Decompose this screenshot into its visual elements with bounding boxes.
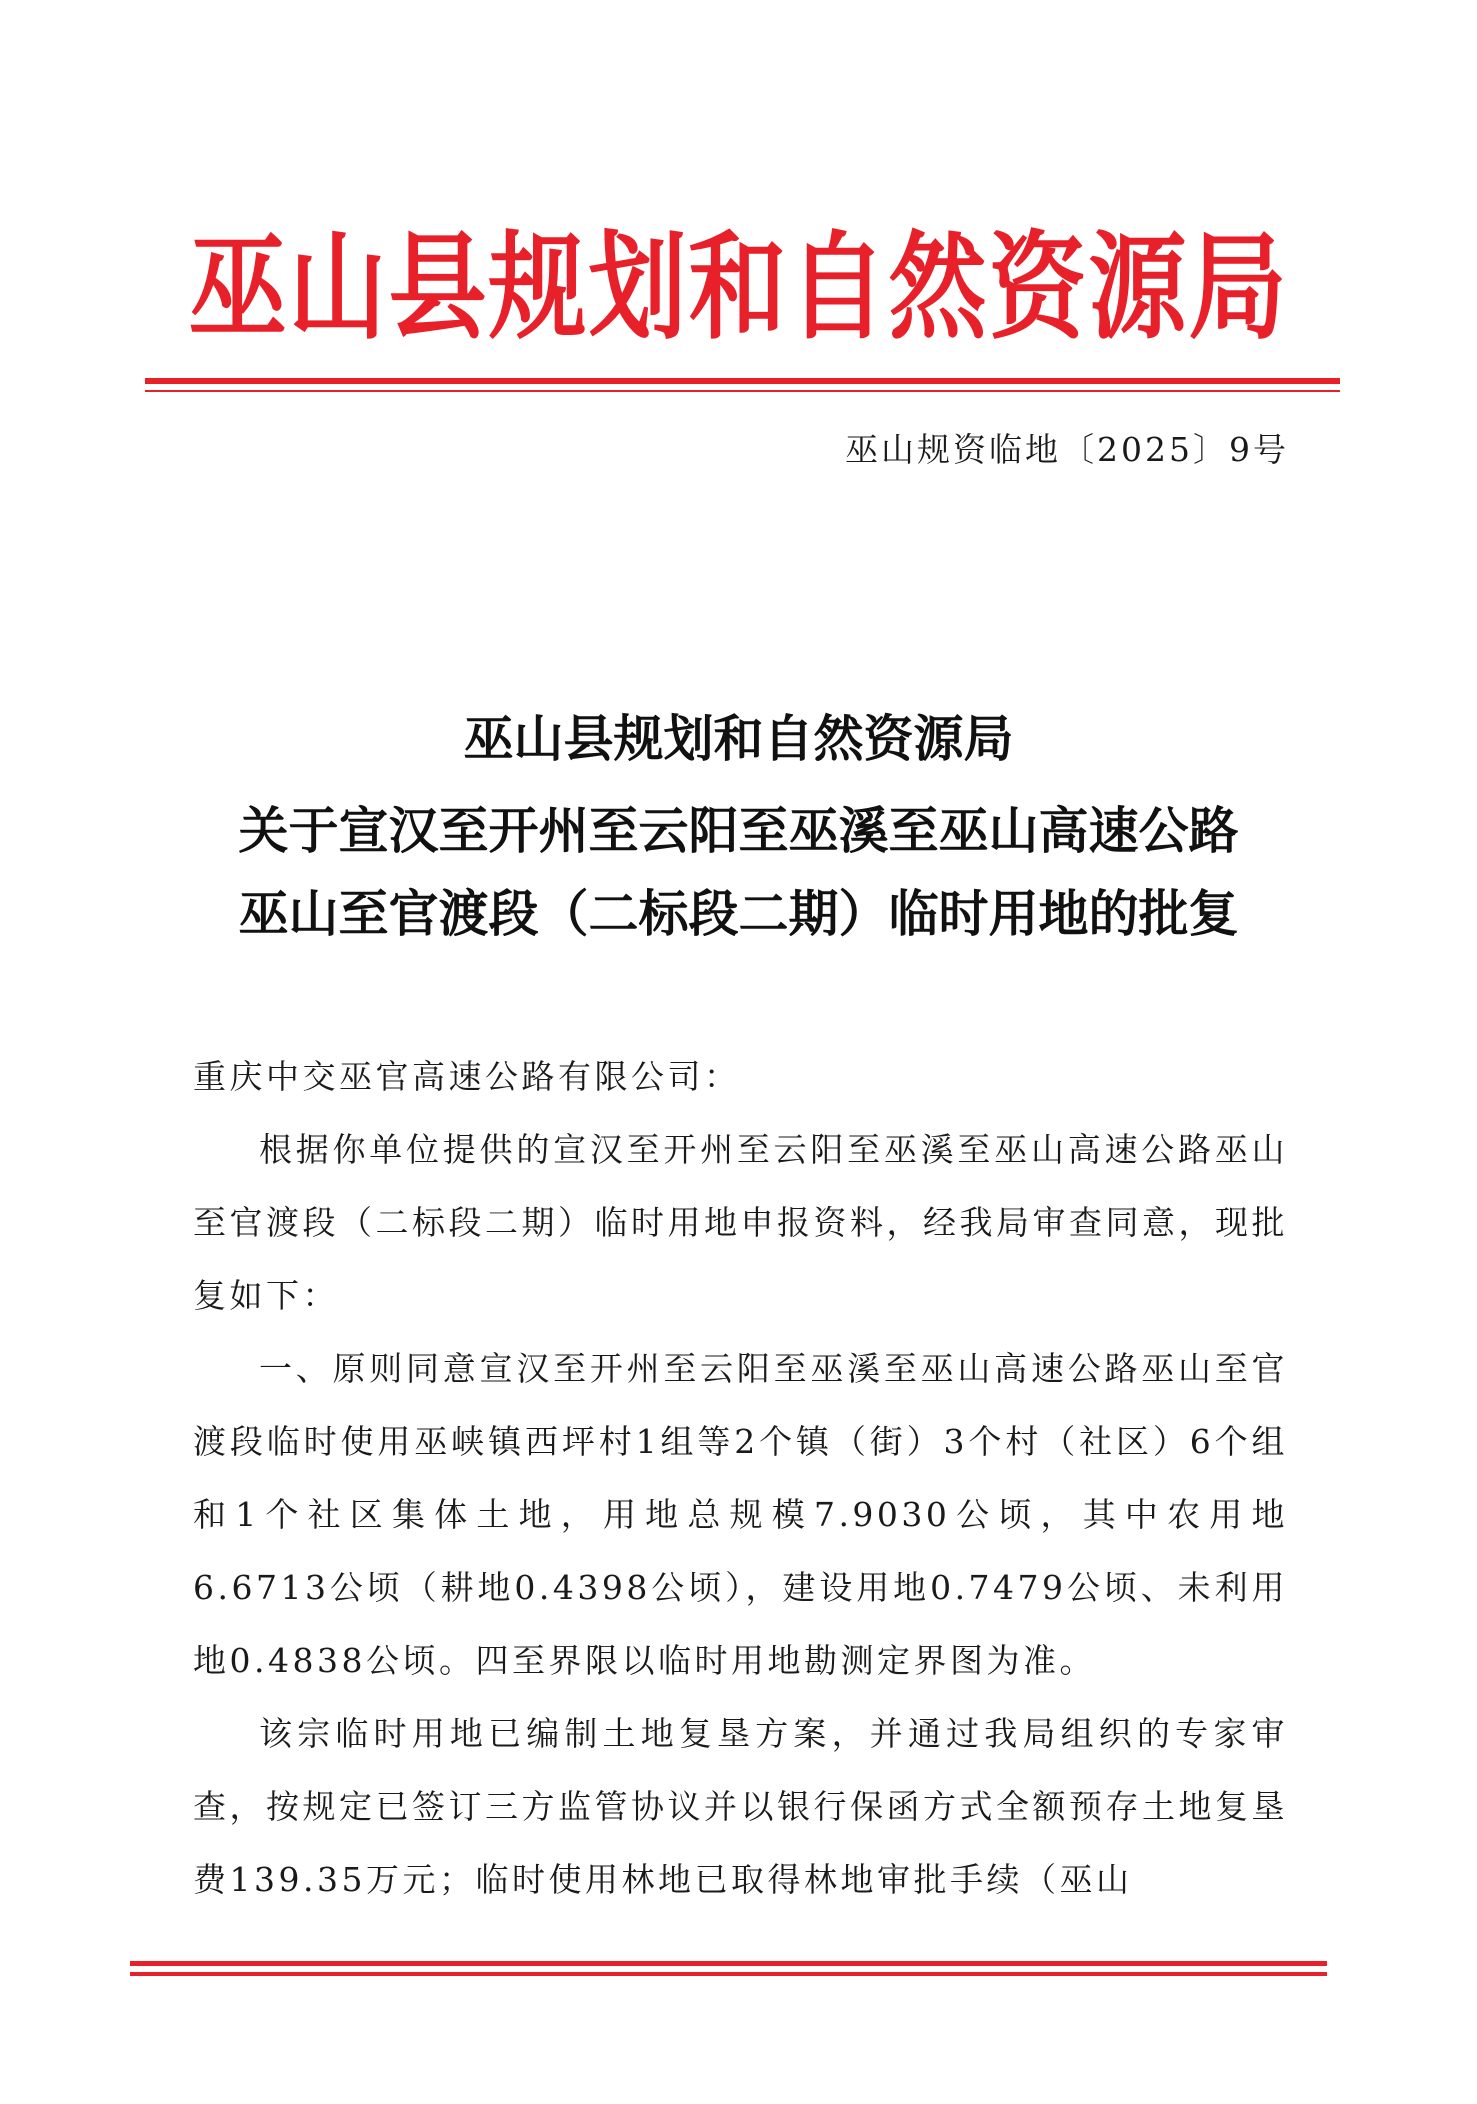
title-line-1: 巫山县规划和自然资源局 xyxy=(463,709,1014,768)
title-line-2: 关于宣汉至开州至云阳至巫溪至巫山高速公路 xyxy=(238,801,1239,860)
document-body xyxy=(193,1040,1288,1916)
footer-rule-thick xyxy=(130,1961,1327,1966)
footer-rule-second xyxy=(130,1972,1327,1976)
body-paragraph-2: 一、原则同意宣汉至开州至云阳至巫溪至巫山高速公路巫山至官渡段临时使用巫峡镇西坪村1组等2个镇（街）3个村（社区）6个组和1个社区集体土地，用地总规模7.9030公顷，其中农用地6.6713公顷（耕地0.4398公顷），建设用地0.7479公顷、未利用地0.4838公顷。四至界限以临时用地勘测定界图为准。 xyxy=(193,1349,1288,1680)
salutation: 重庆中交巫官高速公路有限公司： xyxy=(193,1057,741,1096)
letterhead-rule-thin xyxy=(145,390,1340,392)
title-line-3: 巫山至官渡段（二标段二期）临时用地的批复 xyxy=(238,884,1239,943)
body-paragraph-1: 根据你单位提供的宣汉至开州至云阳至巫溪至巫山高速公路巫山至官渡段（二标段二期）临时用地申报资料，经我局审查同意，现批复如下： xyxy=(193,1130,1288,1315)
document-number: 巫山规资临地〔2025〕9号 xyxy=(845,430,1289,469)
body-paragraph-3: 该宗临时用地已编制土地复垦方案，并通过我局组织的专家审查，按规定已签订三方监管协议并以银行保函方式全额预存土地复垦费139.35万元；临时使用林地已取得林地审批手续（巫山 xyxy=(193,1714,1288,1899)
agency-letterhead: 巫山县规划和自然资源局 xyxy=(188,220,1289,357)
letterhead-rule-thick xyxy=(145,378,1340,384)
